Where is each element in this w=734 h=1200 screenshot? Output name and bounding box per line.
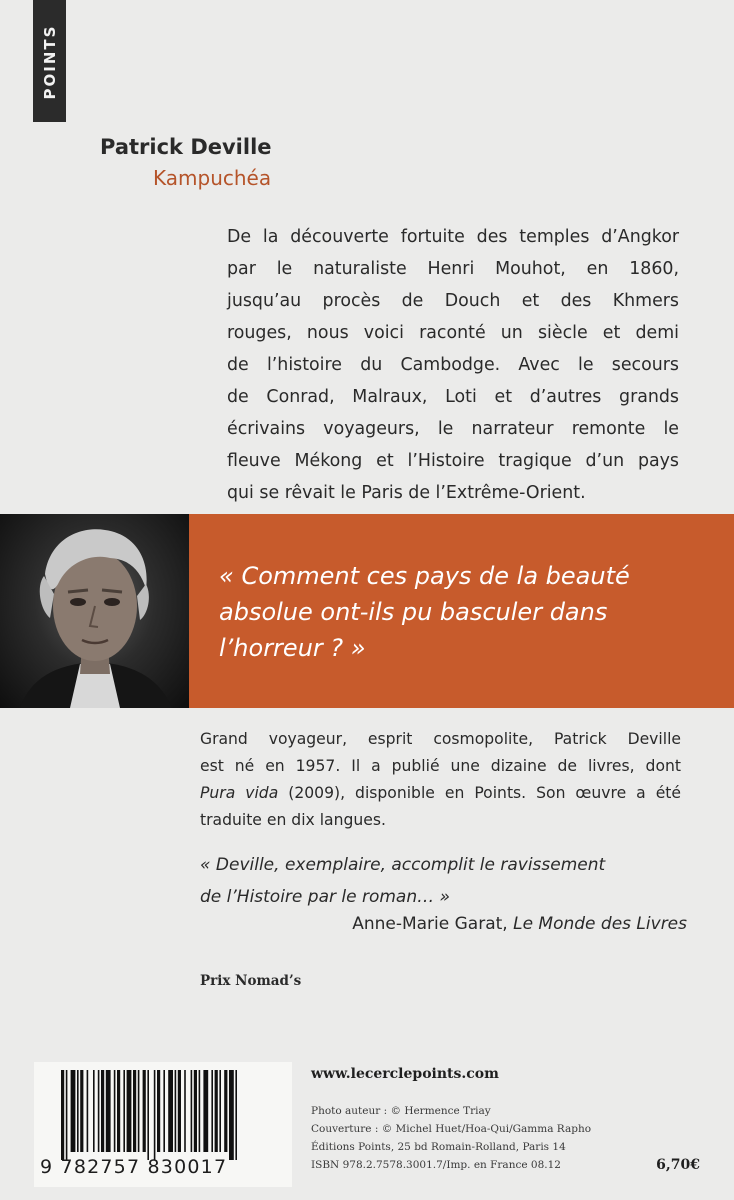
barcode-bar	[98, 1070, 100, 1152]
price: 6,70€	[656, 1157, 700, 1173]
barcode-bar	[184, 1070, 186, 1152]
review-author: Anne-Marie Garat,	[352, 914, 514, 934]
author-bio	[200, 726, 681, 834]
barcode-bar	[219, 1070, 221, 1152]
barcode-bar	[203, 1070, 208, 1152]
barcode-bar	[224, 1070, 227, 1152]
pull-quote	[219, 558, 724, 666]
barcode-bar	[215, 1070, 218, 1152]
review-source: Le Monde des Livres	[513, 914, 687, 934]
pull-quote-line: absolue ont-ils pu basculer dans	[219, 598, 608, 626]
blurb-line: rouges, nous voici raconté un siècle et demi	[227, 323, 679, 343]
barcode-bar	[138, 1070, 140, 1152]
barcode-bar	[191, 1070, 193, 1152]
publisher-website: www.lecerclepoints.com	[311, 1066, 499, 1082]
bio-line-rest: (2009), disponible en Points. Son œuvre a été	[278, 784, 681, 802]
barcode-bar	[117, 1070, 120, 1152]
blurb-line: de l’histoire du Cambodge. Avec le secours	[227, 355, 679, 375]
blurb-line: de Conrad, Malraux, Loti et d’autres grands	[227, 387, 679, 407]
blurb-line: De la découverte fortuite des temples d’Angkor	[227, 227, 679, 247]
barcode-bar	[123, 1070, 125, 1152]
bio-line: est né en 1957. Il a publié une dizaine de livres, dont	[200, 757, 681, 775]
prize-label: Prix Nomad’s	[200, 973, 302, 989]
blurb-line: écrivains voyageurs, le narrateur remonte le	[227, 419, 679, 439]
barcode-bars	[61, 1070, 285, 1160]
review-line: « Deville, exemplaire, accomplit le ravissement	[200, 855, 606, 875]
barcode-bar	[66, 1070, 68, 1160]
credit-line: Couverture : © Michel Huet/Hoa-Qui/Gamma Rapho	[311, 1123, 592, 1135]
series-label: POINTS	[40, 24, 59, 100]
barcode-bar	[163, 1070, 165, 1152]
barcode-bar	[106, 1070, 111, 1152]
credit-line: Éditions Points, 25 bd Romain-Rolland, Paris 14	[311, 1141, 566, 1153]
barcode-bar	[178, 1070, 181, 1152]
pull-quote-line: l’horreur ? »	[219, 634, 366, 662]
barcode-bar	[87, 1070, 89, 1152]
bio-line	[200, 780, 681, 807]
barcode-bar	[114, 1070, 116, 1152]
book-title-italic: Pura vida	[200, 784, 279, 802]
credit-line: ISBN 978.2.7578.3001.7/Imp. en France 08.12	[311, 1159, 561, 1171]
review-line: de l’Histoire par le roman… »	[200, 887, 451, 907]
pull-quote-band	[189, 514, 734, 708]
barcode-bar	[235, 1070, 237, 1160]
barcode-bar	[211, 1070, 213, 1152]
barcode	[34, 1062, 292, 1187]
blurb-line: qui se rêvait le Paris de l’Extrême-Orient.	[227, 483, 586, 503]
review-attribution	[352, 914, 687, 934]
barcode-bar	[157, 1070, 160, 1152]
barcode-bar	[143, 1070, 146, 1152]
bio-line: Grand voyageur, esprit cosmopolite, Patrick Deville	[200, 730, 681, 748]
barcode-bar	[147, 1070, 149, 1160]
author-photo	[0, 514, 189, 708]
book-title: Kampuchéa	[153, 166, 272, 190]
barcode-bar	[168, 1070, 173, 1152]
barcode-bar	[80, 1070, 83, 1152]
barcode-bar	[61, 1070, 64, 1160]
blurb-line: par le naturaliste Henri Mouhot, en 1860,	[227, 259, 679, 279]
barcode-bar	[175, 1070, 177, 1152]
points-series-tab	[33, 0, 66, 122]
barcode-bar	[154, 1070, 156, 1160]
author-name: Patrick Deville	[100, 135, 272, 159]
barcode-bar	[77, 1070, 79, 1152]
author-portrait-illustration	[0, 514, 189, 708]
credit-line: Photo auteur : © Hermence Triay	[311, 1105, 491, 1117]
barcode-bar	[101, 1070, 104, 1152]
pull-quote-line: « Comment ces pays de la beauté	[219, 562, 630, 590]
barcode-bar	[194, 1070, 197, 1152]
barcode-bar	[133, 1070, 136, 1152]
press-review	[200, 849, 681, 913]
blurb	[227, 221, 679, 509]
barcode-bar	[71, 1070, 76, 1152]
credits	[311, 1102, 591, 1174]
barcode-bar	[127, 1070, 132, 1152]
bio-line: traduite en dix langues.	[200, 811, 386, 829]
barcode-digits: 9 782757 830017	[40, 1156, 228, 1178]
blurb-line: jusqu’au procès de Douch et des Khmers	[227, 291, 679, 311]
barcode-bar	[93, 1070, 95, 1152]
barcode-bar	[199, 1070, 201, 1152]
blurb-line: fleuve Mékong et l’Histoire tragique d’un pays	[227, 451, 679, 471]
barcode-bar	[229, 1070, 234, 1160]
